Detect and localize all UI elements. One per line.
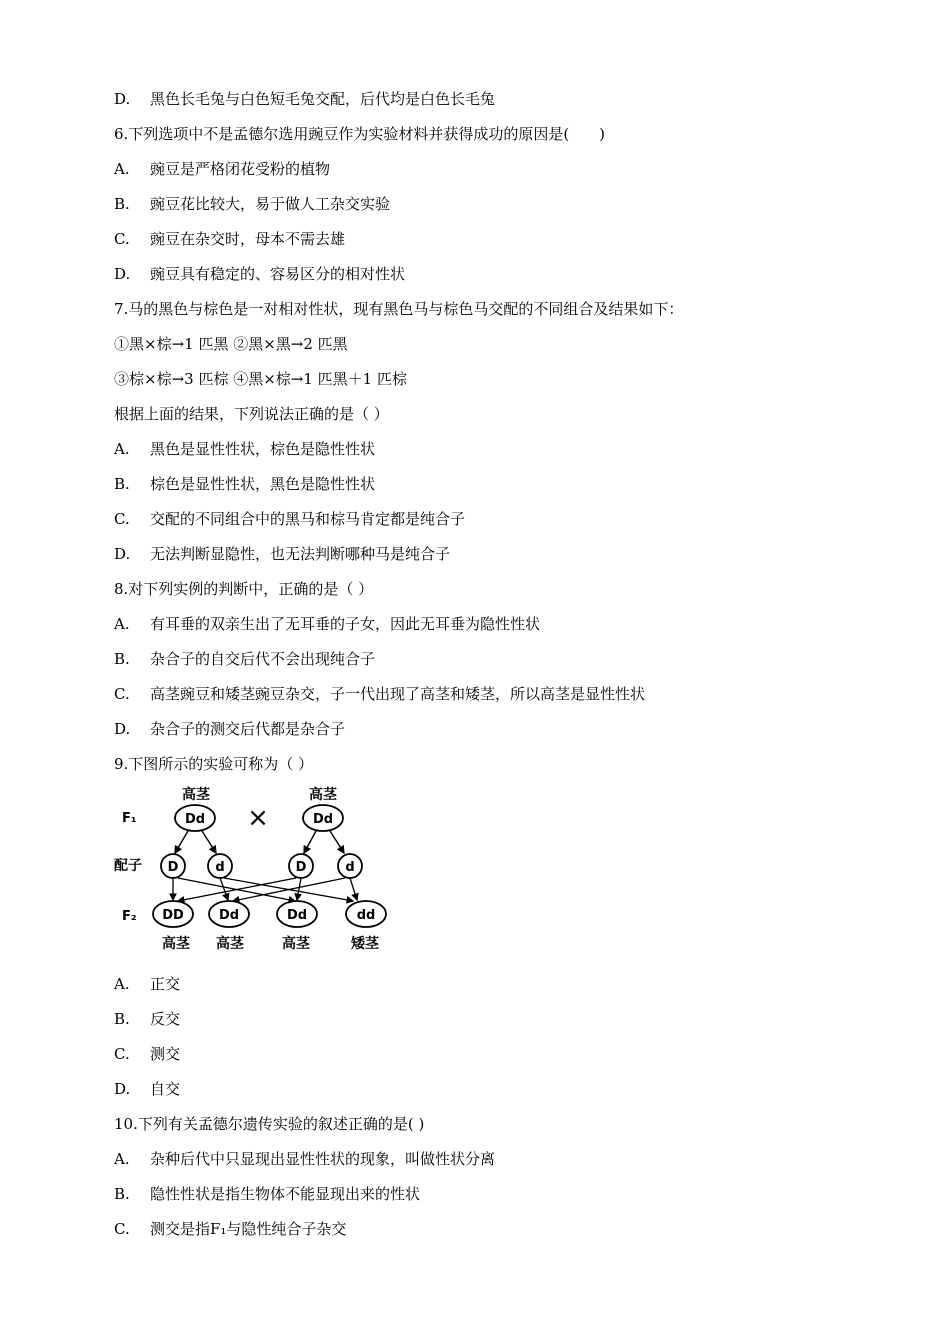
option-text: 正交 [150,975,181,993]
q9-option-a [114,974,180,994]
q6-option-c [114,229,345,249]
option-letter: A. [114,160,130,178]
option-text: 反交 [150,1010,181,1028]
option-letter: A. [114,615,130,633]
f2-label: F₂ [122,909,137,924]
parent-2-phenotype: 高茎 [309,787,337,803]
option-text: 黑色长毛兔与白色短毛兔交配，后代均是白色长毛兔 [150,90,496,108]
meiosis-arrows [175,831,344,853]
option-letter: A. [114,975,130,993]
option-text: 豌豆具有稳定的、容易区分的相对性状 [150,265,406,283]
q6-option-a [114,159,330,179]
option-text: 豌豆花比较大，易于做人工杂交实验 [150,195,391,213]
option-text: 豌豆在杂交时，母本不需去雄 [150,230,346,248]
option-letter: B. [114,1185,130,1203]
gamete-label: 配子 [114,858,142,874]
option-letter: A. [114,440,130,458]
option-letter: B. [114,475,130,493]
option-letter: C. [114,230,130,248]
q8-option-c [114,684,645,704]
offspring-3-phenotype: 高茎 [282,936,310,952]
q6-option-b [114,194,390,214]
q5-option-d [114,89,495,109]
option-letter: D. [114,1080,131,1098]
option-letter: D. [114,265,131,283]
option-letter: B. [114,650,130,668]
q6-stem: 6.下列选项中不是孟德尔选用豌豆作为实验材料并获得成功的原因是( ) [114,125,606,143]
q10-stem: 10.下列有关孟德尔遗传实验的叙述正确的是( ) [114,1115,425,1133]
offspring-3-genotype: Dd [286,908,308,923]
q9-stem: 9.下图所示的实验可称为（ ） [114,755,314,773]
gamete-2: d [215,860,225,875]
q7-cross-line-1: ①黑×棕→1 匹黑 ②黑×黑→2 匹黑 [114,335,348,353]
option-letter: C. [114,685,130,703]
option-letter: B. [114,195,130,213]
option-text: 棕色是显性性状，黑色是隐性性状 [150,475,376,493]
option-text: 无法判断显隐性，也无法判断哪种马是纯合子 [150,545,451,563]
q10-option-c [114,1219,346,1239]
q9-option-b [114,1009,180,1029]
option-letter: C. [114,1045,130,1063]
q8-option-b [114,649,375,669]
option-text: 杂种后代中只显现出显性性状的现象，叫做性状分离 [150,1150,496,1168]
option-text: 测交 [150,1045,181,1063]
q10-option-b [114,1184,420,1204]
option-letter: A. [114,1150,130,1168]
gamete-1: D [167,860,179,875]
option-text: 杂合子的自交后代不会出现纯合子 [150,650,376,668]
parent-1-genotype: Dd [184,812,206,827]
gamete-4: d [345,860,355,875]
option-letter: C. [114,510,130,528]
cross-symbol: × [247,803,269,833]
option-letter: D. [114,720,131,738]
gamete-3: D [295,860,307,875]
q6-option-d [114,264,405,284]
option-text: 自交 [150,1080,181,1098]
option-text: 有耳垂的双亲生出了无耳垂的子女，因此无耳垂为隐性性状 [150,615,541,633]
offspring-1-phenotype: 高茎 [162,936,190,952]
q7-stem: 7.马的黑色与棕色是一对相对性状，现有黑色马与棕色马交配的不同组合及结果如下： [114,300,684,318]
option-text: 高茎豌豆和矮茎豌豆杂交，子一代出现了高茎和矮茎，所以高茎是显性性状 [150,685,646,703]
f1-label: F₁ [122,811,137,826]
offspring-4-phenotype: 矮茎 [351,936,379,952]
offspring-2-genotype: Dd [218,908,240,923]
parent-2-genotype: Dd [312,812,334,827]
option-letter: C. [114,1220,130,1238]
q7-cross-line-2: ③棕×棕→3 匹棕 ④黑×棕→1 匹黑＋1 匹棕 [114,370,407,388]
fertilization-arrows [173,878,357,901]
option-letter: D. [114,90,131,108]
option-text: 隐性性状是指生物体不能显现出来的性状 [150,1185,421,1203]
offspring-4-genotype: dd [356,908,376,923]
q8-option-d [114,719,345,739]
q9-option-d [114,1079,180,1099]
q7-option-c [114,509,465,529]
option-text: 交配的不同组合中的黑马和棕马肯定都是纯合子 [150,510,466,528]
q7-option-d [114,544,450,564]
offspring-1-genotype: DD [162,908,184,923]
option-text: 杂合子的测交后代都是杂合子 [150,720,346,738]
q7-option-a [114,439,375,459]
q8-stem: 8.对下列实例的判断中，正确的是（ ） [114,580,374,598]
q10-option-a [114,1149,495,1169]
q7-option-b [114,474,375,494]
offspring-2-phenotype: 高茎 [216,936,244,952]
option-text: 测交是指F₁与隐性纯合子杂交 [150,1220,347,1238]
option-text: 黑色是显性性状，棕色是隐性性状 [150,440,376,458]
q8-option-a [114,614,540,634]
genetic-cross-diagram [112,783,402,958]
q9-option-c [114,1044,180,1064]
parent-1-phenotype: 高茎 [182,787,210,803]
option-letter: B. [114,1010,130,1028]
option-text: 豌豆是严格闭花受粉的植物 [150,160,331,178]
q7-question: 根据上面的结果，下列说法正确的是（ ） [114,405,389,423]
option-letter: D. [114,545,131,563]
